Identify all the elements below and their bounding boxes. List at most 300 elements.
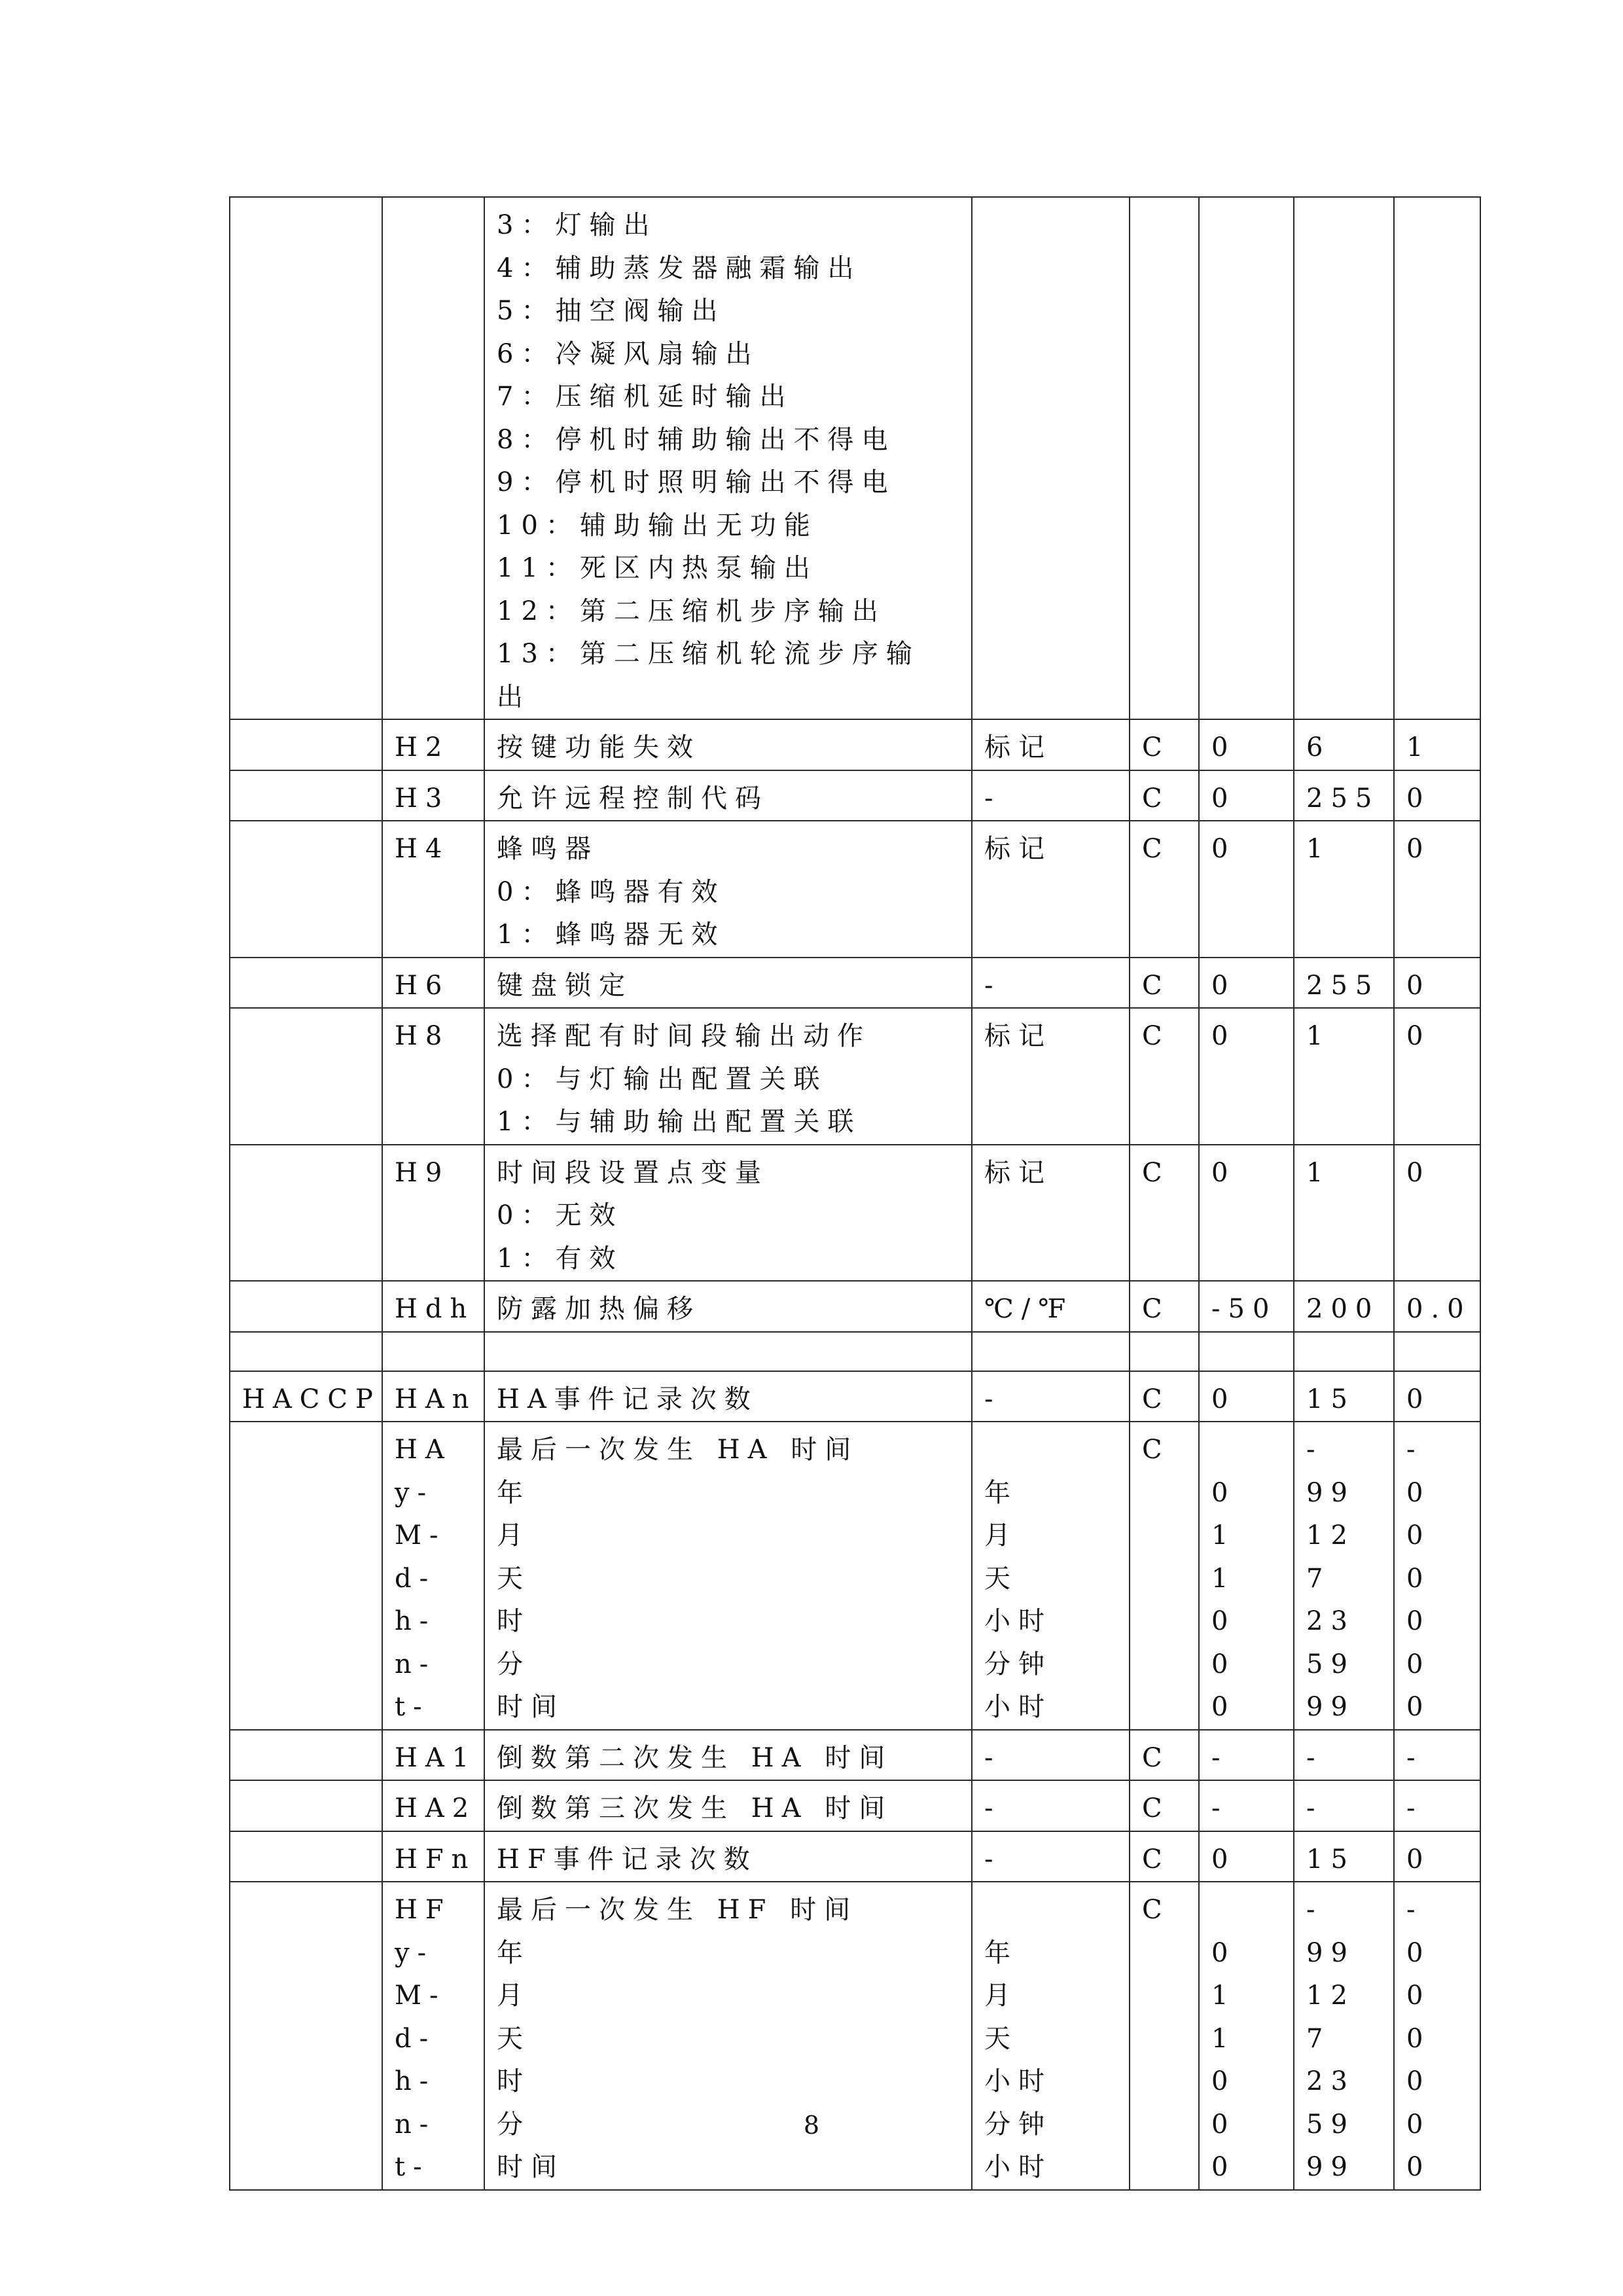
- cell-line: 时间: [497, 1692, 565, 1722]
- cell-line: C: [1142, 1895, 1170, 1925]
- cell-line: 标记: [984, 732, 1052, 762]
- cell-line: C: [1142, 1844, 1170, 1874]
- cell-line: 1: [1211, 1981, 1236, 2011]
- cell-line: 出: [497, 681, 531, 712]
- default-cell: [1394, 1008, 1480, 1145]
- cell-line: 9：停机时照明输出不得电: [497, 467, 896, 497]
- cell-line: [1142, 204, 1198, 247]
- cell-line: HFn: [395, 1844, 476, 1874]
- cell-line: 标记: [984, 1021, 1052, 1051]
- cell-line: 0: [1406, 2066, 1431, 2096]
- min-cell: [1199, 1882, 1294, 2190]
- cell-line: h-: [395, 1606, 437, 1636]
- default-cell: [1394, 1882, 1480, 2190]
- min-cell: [1199, 1730, 1294, 1781]
- group-cell: [230, 1145, 382, 1282]
- cell-line: [242, 1737, 382, 1780]
- cell-line: [242, 778, 382, 821]
- cell-line: 0：蜂鸣器有效: [497, 876, 726, 907]
- cell-line: H9: [395, 1157, 450, 1188]
- min-cell: [1199, 197, 1294, 719]
- unit-cell: [972, 1730, 1130, 1781]
- table-row: [230, 1780, 1480, 1831]
- type-cell: [1130, 719, 1199, 770]
- cell-line: 小时: [984, 1692, 1052, 1722]
- description-cell: [484, 1371, 972, 1422]
- cell-line: 0: [1211, 2066, 1236, 2096]
- table-row: [230, 719, 1480, 770]
- cell-line: 255: [1306, 783, 1380, 814]
- cell-line: n-: [395, 1649, 437, 1679]
- cell-line: [1211, 1429, 1293, 1472]
- unit-cell: [972, 1831, 1130, 1882]
- cell-line: 12：第二压缩机步序输出: [497, 596, 886, 626]
- cell-line: 按键功能失效: [497, 732, 701, 762]
- cell-line: 0: [1406, 2109, 1431, 2140]
- cell-line: -: [1406, 1793, 1423, 1823]
- cell-line: n-: [395, 2109, 437, 2140]
- cell-line: -: [984, 970, 1001, 1001]
- cell-line: 0: [1211, 1157, 1236, 1188]
- max-cell: [1294, 1145, 1394, 1282]
- cell-line: 0: [1406, 1477, 1431, 1508]
- cell-line: 月: [984, 1520, 1018, 1551]
- unit-cell: [972, 1281, 1130, 1332]
- cell-line: 0: [1406, 1692, 1431, 1722]
- cell-line: 时: [497, 1606, 531, 1636]
- cell-line: 0: [1211, 2152, 1236, 2182]
- unit-cell: [972, 197, 1130, 719]
- cell-line: 12: [1306, 1981, 1355, 2011]
- cell-line: 1: [1406, 732, 1431, 762]
- default-cell: [1394, 719, 1480, 770]
- cell-line: t-: [395, 2152, 430, 2182]
- type-cell: [1130, 1780, 1199, 1831]
- group-cell: [230, 1780, 382, 1831]
- cell-line: -: [1306, 1742, 1323, 1773]
- cell-line: -: [984, 1844, 1001, 1874]
- parameter-table: [229, 196, 1481, 2191]
- cell-line: HF事件记录次数: [497, 1844, 758, 1874]
- type-cell: [1130, 1008, 1199, 1145]
- default-cell: [1394, 770, 1480, 821]
- cell-line: 23: [1306, 1606, 1355, 1636]
- cell-line: 0: [1406, 1563, 1431, 1594]
- cell-line: 12: [1306, 1520, 1355, 1551]
- table-row: [230, 770, 1480, 821]
- unit-cell: [972, 821, 1130, 958]
- group-cell: [230, 958, 382, 1009]
- description-cell: [484, 1281, 972, 1332]
- cell-line: 11：死区内热泵输出: [497, 553, 818, 583]
- cell-line: [1406, 204, 1480, 247]
- table-row: [230, 1281, 1480, 1332]
- group-cell: [230, 770, 382, 821]
- cell-line: [242, 1152, 382, 1195]
- code-cell: [382, 958, 484, 1009]
- cell-line: 0: [1406, 2152, 1431, 2182]
- cell-line: C: [1142, 1435, 1170, 1465]
- cell-line: 月: [497, 1981, 531, 2011]
- default-cell: [1394, 1145, 1480, 1282]
- unit-cell: [972, 770, 1130, 821]
- description-cell: [484, 821, 972, 958]
- cell-line: HAn: [395, 1384, 477, 1414]
- cell-line: 59: [1306, 1649, 1355, 1679]
- description-cell: [484, 1831, 972, 1882]
- unit-cell: [972, 1422, 1130, 1730]
- table-row: [230, 1371, 1480, 1422]
- cell-line: -50: [1211, 1294, 1277, 1324]
- cell-line: 时间: [497, 2152, 565, 2182]
- type-cell: [1130, 1422, 1199, 1730]
- unit-cell: [972, 1008, 1130, 1145]
- cell-line: 0: [1211, 1692, 1236, 1722]
- cell-line: 0: [1211, 1606, 1236, 1636]
- cell-line: 4：辅助蒸发器融霜输出: [497, 253, 862, 283]
- cell-line: 月: [497, 1520, 531, 1551]
- cell-line: 蜂鸣器: [497, 834, 599, 864]
- cell-line: 0: [1406, 2023, 1431, 2054]
- description-cell: [484, 1422, 972, 1730]
- cell-line: 防露加热偏移: [497, 1294, 701, 1324]
- cell-line: 标记: [984, 834, 1052, 864]
- cell-line: 99: [1306, 1692, 1355, 1722]
- code-cell: [382, 1281, 484, 1332]
- cell-line: [395, 204, 484, 247]
- empty-cell: [1130, 1332, 1199, 1371]
- cell-line: H3: [395, 783, 450, 814]
- max-cell: [1294, 1371, 1394, 1422]
- cell-line: C: [1142, 1294, 1170, 1324]
- cell-line: 1：与辅助输出配置关联: [497, 1107, 862, 1137]
- max-cell: [1294, 1281, 1394, 1332]
- type-cell: [1130, 1371, 1199, 1422]
- max-cell: [1294, 1780, 1394, 1831]
- cell-line: 0: [1406, 970, 1431, 1001]
- cell-line: -: [984, 1742, 1001, 1773]
- default-cell: [1394, 821, 1480, 958]
- cell-line: [984, 1889, 1129, 1932]
- cell-line: 0：与灯输出配置关联: [497, 1064, 828, 1094]
- unit-cell: [972, 719, 1130, 770]
- default-cell: [1394, 1371, 1480, 1422]
- cell-line: 0: [1211, 732, 1236, 762]
- group-cell: [230, 1422, 382, 1730]
- type-cell: [1130, 197, 1199, 719]
- cell-line: 99: [1306, 1937, 1355, 1968]
- cell-line: HA: [395, 1435, 452, 1465]
- cell-line: [242, 965, 382, 1008]
- min-cell: [1199, 1422, 1294, 1730]
- cell-line: 标记: [984, 1157, 1052, 1188]
- cell-line: 99: [1306, 1477, 1355, 1508]
- cell-line: C: [1142, 1793, 1170, 1823]
- cell-line: 255: [1306, 970, 1380, 1001]
- unit-cell: [972, 1780, 1130, 1831]
- description-cell: [484, 197, 972, 719]
- cell-line: 时: [497, 2066, 531, 2096]
- cell-line: t-: [395, 1692, 430, 1722]
- code-cell: [382, 1145, 484, 1282]
- cell-line: -: [1211, 1793, 1228, 1823]
- table-row: [230, 1730, 1480, 1781]
- max-cell: [1294, 1831, 1394, 1882]
- cell-line: [242, 1429, 382, 1472]
- max-cell: [1294, 1730, 1394, 1781]
- cell-line: [1211, 1889, 1293, 1932]
- unit-cell: [972, 1371, 1130, 1422]
- empty-cell: [1394, 1332, 1480, 1371]
- cell-line: 小时: [984, 2152, 1052, 2182]
- cell-line: 1: [1306, 1157, 1331, 1188]
- cell-line: M-: [395, 1520, 446, 1551]
- description-cell: [484, 958, 972, 1009]
- table-row: [230, 1831, 1480, 1882]
- cell-line: 分钟: [984, 1649, 1052, 1679]
- cell-line: [242, 1839, 382, 1882]
- cell-line: 1：蜂鸣器无效: [497, 920, 726, 950]
- empty-cell: [1199, 1332, 1294, 1371]
- cell-line: 0：无效: [497, 1200, 624, 1230]
- description-cell: [484, 719, 972, 770]
- cell-line: [242, 726, 382, 770]
- cell-line: 分钟: [984, 2109, 1052, 2140]
- group-cell: [230, 1730, 382, 1781]
- empty-cell: [230, 1332, 382, 1371]
- cell-line: 15: [1306, 1844, 1355, 1874]
- table-row: [230, 821, 1480, 958]
- cell-line: 小时: [984, 1606, 1052, 1636]
- cell-line: y-: [395, 1937, 435, 1968]
- max-cell: [1294, 821, 1394, 958]
- cell-line: 0: [1211, 1844, 1236, 1874]
- cell-line: HA1: [395, 1742, 477, 1773]
- table-row: [230, 197, 1480, 719]
- cell-line: -: [1306, 1435, 1323, 1465]
- min-cell: [1199, 770, 1294, 821]
- group-cell: [230, 1831, 382, 1882]
- code-cell: [382, 1422, 484, 1730]
- group-cell: [230, 821, 382, 958]
- group-cell: [230, 719, 382, 770]
- cell-line: 0: [1406, 834, 1431, 864]
- type-cell: [1130, 1882, 1199, 2190]
- cell-line: 6：冷凝风扇输出: [497, 338, 760, 369]
- default-cell: [1394, 1730, 1480, 1781]
- type-cell: [1130, 1281, 1199, 1332]
- type-cell: [1130, 821, 1199, 958]
- cell-line: 选择配有时间段输出动作: [497, 1021, 871, 1051]
- table-row: [230, 1422, 1480, 1730]
- cell-line: [242, 1787, 382, 1831]
- cell-line: 倒数第三次发生 HA 时间: [497, 1793, 893, 1823]
- cell-line: 小时: [984, 2066, 1052, 2096]
- cell-line: [984, 1429, 1129, 1472]
- description-cell: [484, 1145, 972, 1282]
- cell-line: H2: [395, 732, 450, 762]
- cell-line: [984, 204, 1129, 247]
- cell-line: C: [1142, 1384, 1170, 1414]
- description-cell: [484, 1008, 972, 1145]
- description-cell: [484, 1730, 972, 1781]
- cell-line: 0: [1211, 834, 1236, 864]
- cell-line: 7：压缩机延时输出: [497, 382, 794, 412]
- type-cell: [1130, 1831, 1199, 1882]
- cell-line: 1: [1306, 834, 1331, 864]
- empty-cell: [1294, 1332, 1394, 1371]
- cell-line: 7: [1306, 2023, 1331, 2054]
- min-cell: [1199, 1008, 1294, 1145]
- cell-line: 分: [497, 1649, 531, 1679]
- cell-line: -: [984, 1384, 1001, 1414]
- cell-line: h-: [395, 2066, 437, 2096]
- cell-line: 1：有效: [497, 1243, 624, 1274]
- cell-line: C: [1142, 834, 1170, 864]
- cell-line: C: [1142, 1742, 1170, 1773]
- cell-line: 年: [497, 1477, 531, 1508]
- cell-line: C: [1142, 783, 1170, 814]
- table-row: [230, 1145, 1480, 1282]
- cell-line: C: [1142, 970, 1170, 1001]
- cell-line: H6: [395, 970, 450, 1001]
- cell-line: 0: [1211, 970, 1236, 1001]
- unit-cell: [972, 1882, 1130, 2190]
- code-cell: [382, 1831, 484, 1882]
- cell-line: C: [1142, 1021, 1170, 1051]
- cell-line: -: [1406, 1895, 1423, 1925]
- type-cell: [1130, 770, 1199, 821]
- cell-line: 年: [984, 1477, 1018, 1508]
- default-cell: [1394, 1780, 1480, 1831]
- cell-line: -: [1306, 1793, 1323, 1823]
- code-cell: [382, 821, 484, 958]
- cell-line: [242, 1889, 382, 1932]
- cell-line: C: [1142, 1157, 1170, 1188]
- default-cell: [1394, 1281, 1480, 1332]
- code-cell: [382, 1371, 484, 1422]
- cell-line: 3：灯输出: [497, 210, 658, 240]
- cell-line: 0: [1406, 1844, 1431, 1874]
- parameter-table-body: [230, 197, 1480, 2190]
- code-cell: [382, 770, 484, 821]
- cell-line: 键盘锁定: [497, 970, 633, 1001]
- description-cell: [484, 770, 972, 821]
- table-row: [230, 1882, 1480, 2190]
- cell-line: 分: [497, 2109, 531, 2140]
- unit-cell: [972, 1145, 1130, 1282]
- cell-line: 天: [984, 1563, 1018, 1594]
- cell-line: 年: [984, 1937, 1018, 1968]
- cell-line: 15: [1306, 1384, 1355, 1414]
- description-cell: [484, 1882, 972, 2190]
- cell-line: 0: [1406, 1981, 1431, 2011]
- max-cell: [1294, 958, 1394, 1009]
- cell-line: HACCP: [242, 1384, 381, 1414]
- code-cell: [382, 1008, 484, 1145]
- min-cell: [1199, 1831, 1294, 1882]
- code-cell: [382, 1882, 484, 2190]
- cell-line: -: [984, 783, 1001, 814]
- empty-cell: [484, 1332, 972, 1371]
- cell-line: d-: [395, 1563, 437, 1594]
- min-cell: [1199, 821, 1294, 958]
- max-cell: [1294, 197, 1394, 719]
- cell-line: 1: [1306, 1021, 1331, 1051]
- cell-line: H8: [395, 1021, 450, 1051]
- min-cell: [1199, 1281, 1294, 1332]
- default-cell: [1394, 197, 1480, 719]
- max-cell: [1294, 1008, 1394, 1145]
- cell-line: 允许远程控制代码: [497, 783, 769, 814]
- cell-line: -: [1211, 1742, 1228, 1773]
- cell-line: d-: [395, 2023, 437, 2054]
- cell-line: [242, 1015, 382, 1058]
- cell-line: 1: [1211, 2023, 1236, 2054]
- cell-line: 0: [1406, 1937, 1431, 1968]
- max-cell: [1294, 1422, 1394, 1730]
- cell-line: -: [1306, 1895, 1323, 1925]
- cell-line: 0: [1406, 1520, 1431, 1551]
- cell-line: 倒数第二次发生 HA 时间: [497, 1742, 893, 1773]
- cell-line: 天: [984, 2023, 1018, 2054]
- cell-line: 13：第二压缩机轮流步序输: [497, 639, 920, 669]
- cell-line: Hdh: [395, 1294, 475, 1324]
- cell-line: 6: [1306, 732, 1331, 762]
- empty-cell: [382, 1332, 484, 1371]
- cell-line: [1306, 204, 1393, 247]
- cell-line: 年: [497, 1937, 531, 1968]
- cell-line: C: [1142, 732, 1170, 762]
- code-cell: [382, 197, 484, 719]
- spacer-row: [230, 1332, 1480, 1371]
- cell-line: 0: [1211, 783, 1236, 814]
- max-cell: [1294, 770, 1394, 821]
- group-cell: [230, 1281, 382, 1332]
- cell-line: 7: [1306, 1563, 1331, 1594]
- cell-line: 0: [1211, 1021, 1236, 1051]
- cell-line: 最后一次发生 HA 时间: [497, 1435, 859, 1465]
- group-cell: [230, 1882, 382, 2190]
- group-cell: [230, 1008, 382, 1145]
- page-number: 8: [803, 2111, 820, 2140]
- cell-line: HF: [395, 1895, 452, 1925]
- cell-line: ℃/℉: [984, 1294, 1074, 1324]
- min-cell: [1199, 719, 1294, 770]
- cell-line: 0: [1406, 1021, 1431, 1051]
- group-cell: [230, 1371, 382, 1422]
- cell-line: 1: [1211, 1520, 1236, 1551]
- cell-line: 时间段设置点变量: [497, 1157, 769, 1188]
- cell-line: 0.0: [1406, 1294, 1472, 1324]
- cell-line: -: [1406, 1742, 1423, 1773]
- type-cell: [1130, 958, 1199, 1009]
- default-cell: [1394, 1831, 1480, 1882]
- cell-line: 5：抽空阀输出: [497, 296, 726, 326]
- cell-line: 天: [497, 1563, 531, 1594]
- cell-line: H4: [395, 834, 450, 864]
- cell-line: 0: [1406, 1384, 1431, 1414]
- empty-cell: [972, 1332, 1130, 1371]
- cell-line: 99: [1306, 2152, 1355, 2182]
- group-cell: [230, 197, 382, 719]
- type-cell: [1130, 1145, 1199, 1282]
- code-cell: [382, 719, 484, 770]
- cell-line: -: [1406, 1435, 1423, 1465]
- type-cell: [1130, 1730, 1199, 1781]
- unit-cell: [972, 958, 1130, 1009]
- table-row: [230, 958, 1480, 1009]
